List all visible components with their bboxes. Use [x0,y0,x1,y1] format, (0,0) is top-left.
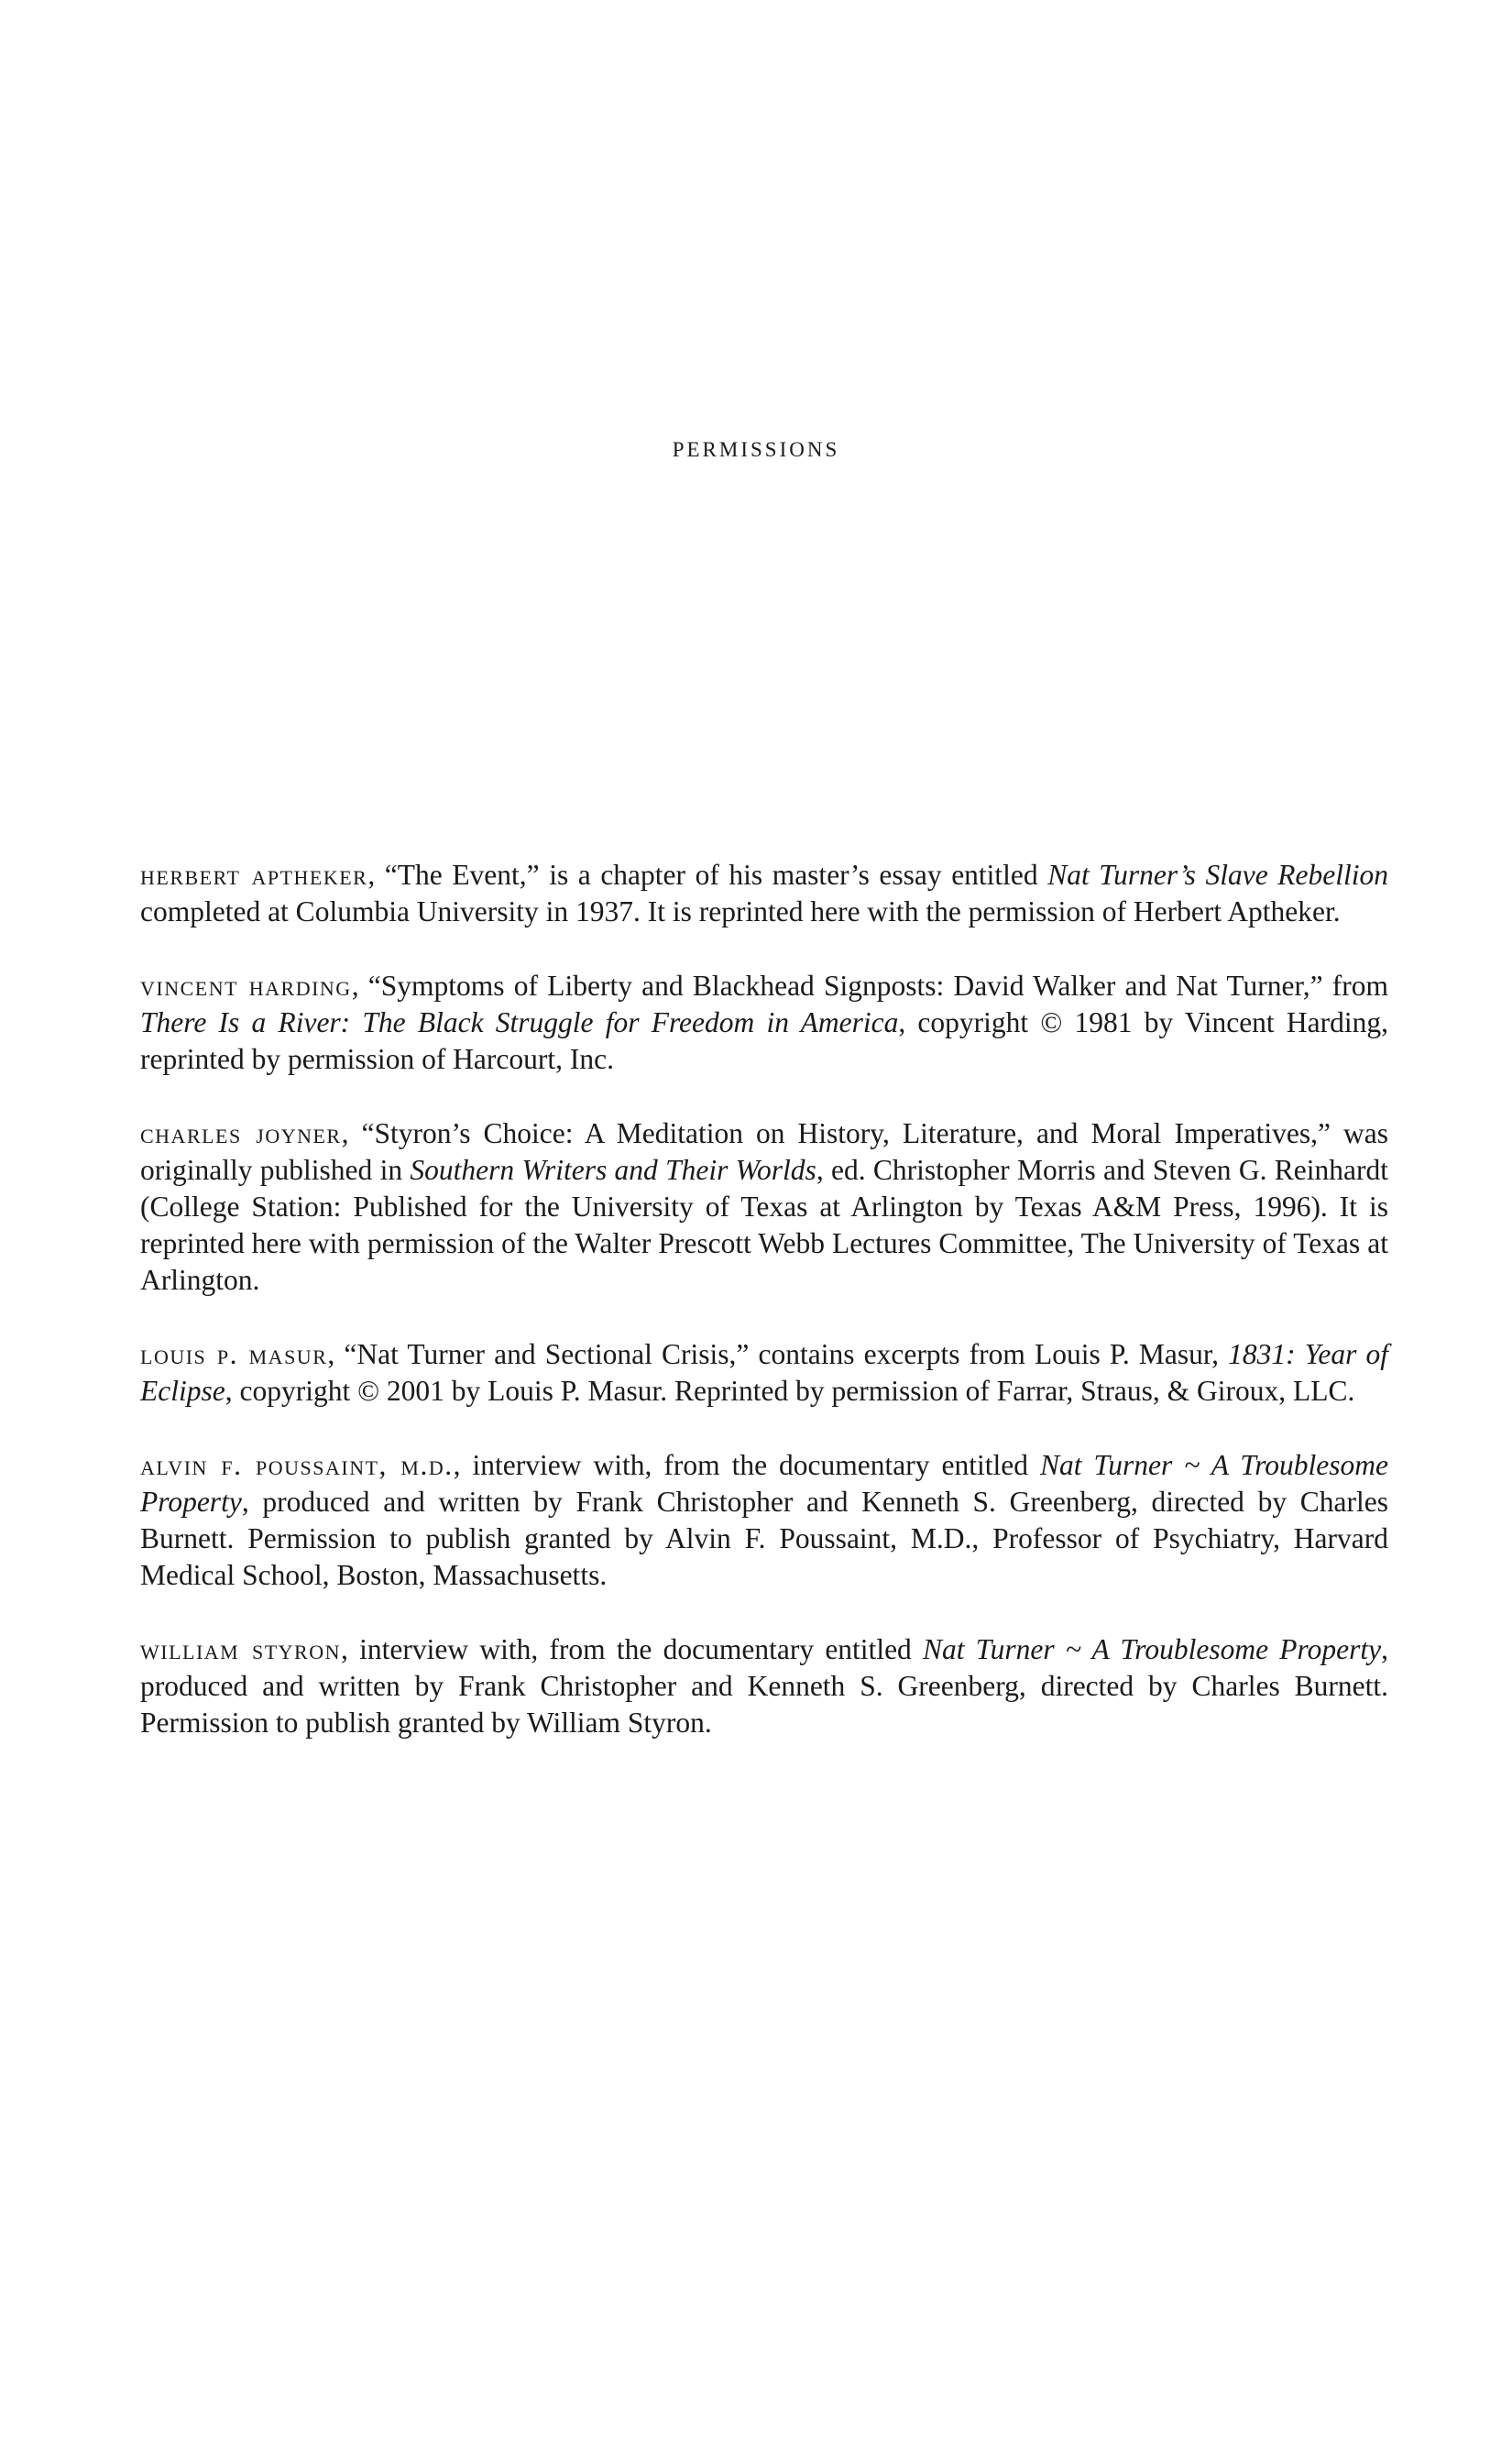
entry-work-title: Nat Turner ~ A Troublesome Property [923,1633,1382,1665]
entry-text: , copyright © 2001 by Louis P. Masur. Reprinted by permission of Farrar, Straus, & Giroux, LLC. [225,1375,1355,1407]
entry-text: , “Styron’s Choice: A Meditation on History, Literature, and Moral Imperatives,” was originally published in [140,1117,1388,1186]
permission-entry [140,1115,1388,1299]
permission-entry [140,1447,1388,1594]
entry-work-title: Southern Writers and Their Worlds [410,1154,816,1186]
entry-text: , “Nat Turner and Sectional Crisis,” contains excerpts from Louis P. Masur, [327,1338,1229,1370]
entry-work-title: Nat Turner ~ A Troublesome Property [140,1449,1389,1518]
entry-text: , interview with, from the documentary entitled [341,1633,924,1665]
permission-entry [140,1631,1388,1741]
permission-entry [140,968,1388,1078]
entry-work-title: There Is a River: The Black Struggle for Freedom in America [140,1006,899,1038]
permissions-list [140,857,1388,1779]
entry-author: herbert aptheker [140,859,368,891]
entry-text: , “The Event,” is a chapter of his master’s essay entitled [367,859,1048,891]
entry-text: , produced and written by Frank Christopher and Kenneth S. Greenberg, directed by Charles Burnett. Permission to publish granted by Alvin F. Poussaint, M.D., Professor of Psychiatry, Harvard Medical School, Boston, Massachusetts. [140,1486,1388,1591]
entry-text: , “Symptoms of Liberty and Blackhead Signposts: David Walker and Nat Turner,” from [351,970,1388,1002]
entry-text: , produced and written by Frank Christopher and Kenneth S. Greenberg, directed by Charles Burnett. Permission to publish granted by William Styron. [140,1633,1388,1739]
entry-text: completed at Columbia University in 1937. It is reprinted here with the permission of Herbert Aptheker. [140,895,1341,928]
entry-work-title: Nat Turner’s Slave Rebellion [1047,859,1388,891]
entry-text: , copyright © 1981 by Vincent Harding, reprinted by permission of Harcourt, Inc. [140,1006,1388,1075]
entry-author: vincent harding [140,970,352,1002]
entry-author: william styron [140,1633,341,1665]
entry-work-title: 1831: Year of Eclipse [140,1338,1389,1407]
entry-author: louis p. masur [140,1338,328,1370]
entry-text: , interview with, from the documentary entitled [453,1449,1040,1481]
entry-text: , ed. Christopher Morris and Steven G. Reinhardt (College Station: Published for the University of Texas at Arlington by Texas A&M Press, 1996). It is reprinted here with permission of the Walter Prescott Webb Lectures Committee, The University of Texas at Arlington. [140,1154,1389,1296]
entry-author: alvin f. poussaint, m.d. [140,1449,454,1481]
page-title: permissions [672,431,840,464]
entry-author: charles joyner [140,1117,342,1149]
permission-entry [140,1336,1388,1410]
permission-entry [140,857,1388,930]
